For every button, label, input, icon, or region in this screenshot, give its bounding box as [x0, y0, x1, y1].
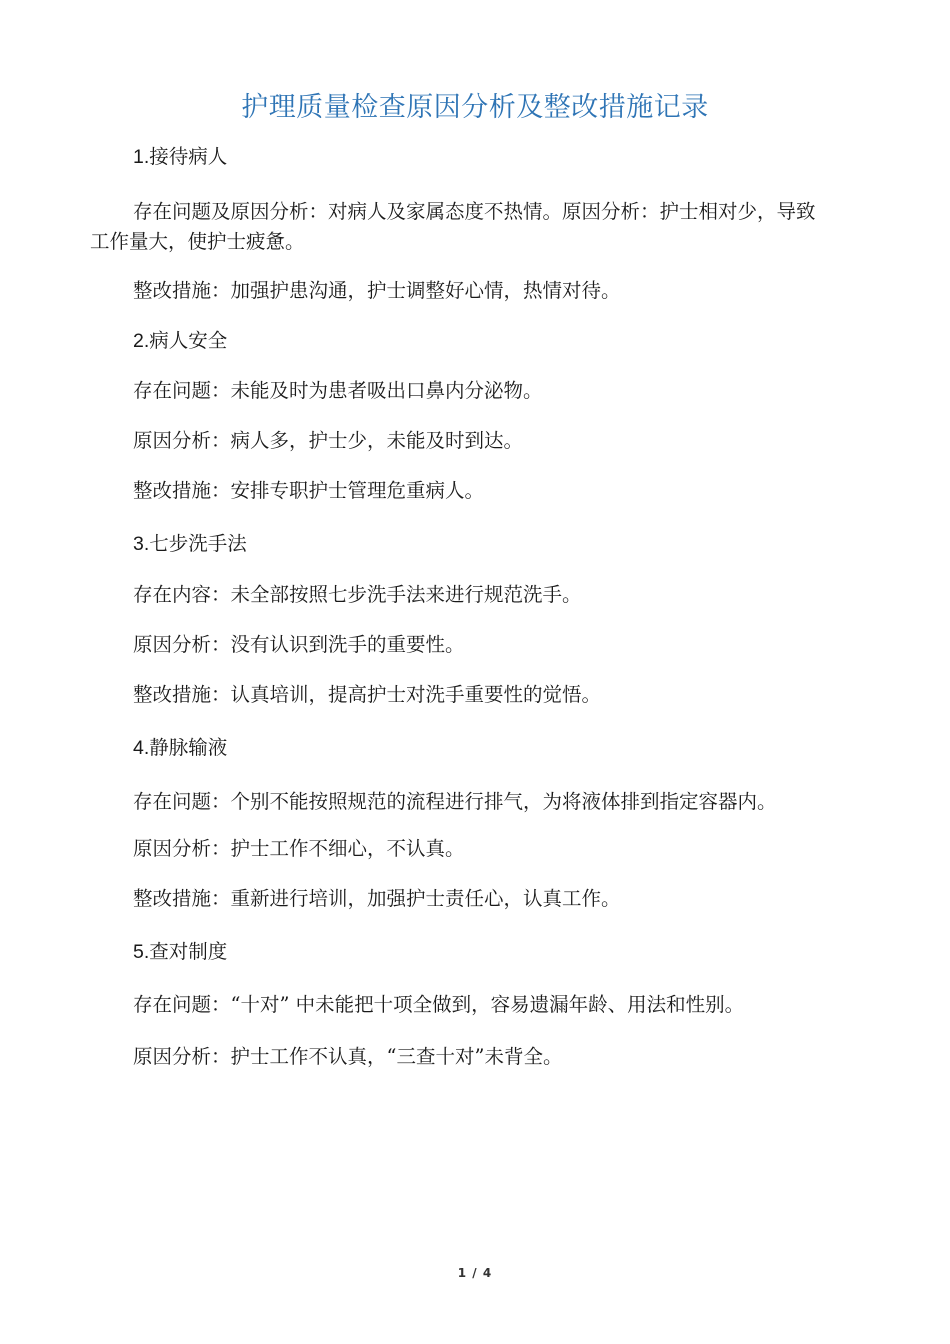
section-title: 七步洗手法 — [149, 532, 247, 555]
paragraph: 存在问题及原因分析：对病人及家属态度不热情。原因分析：护士相对少，导致工作量大，使护士疲惫。 — [90, 200, 816, 253]
section-heading — [90, 937, 830, 967]
paragraph: 原因分析：护士工作不认真，“三查十对”未背全。 — [133, 1045, 563, 1068]
section-title: 查对制度 — [149, 940, 228, 963]
document-title: 护理质量检查原因分析及整改措施记录 — [241, 92, 709, 123]
section-number: 3. — [133, 533, 150, 555]
paragraph: 整改措施：安排专职护士管理危重病人。 — [133, 479, 485, 502]
document-body — [90, 140, 830, 1072]
page-indicator: 1 / 4 — [457, 1266, 493, 1280]
section-number: 1. — [133, 146, 150, 168]
section-number: 4. — [133, 737, 150, 759]
section-title: 病人安全 — [149, 329, 228, 352]
paragraph: 原因分析：病人多，护士少，未能及时到达。 — [133, 429, 524, 452]
paragraph: 整改措施：加强护患沟通，护士调整好心情，热情对待。 — [133, 279, 621, 302]
section-number: 2. — [133, 330, 150, 352]
section-title: 接待病人 — [149, 145, 228, 168]
section-heading — [90, 733, 830, 763]
paragraph: 存在内容：未全部按照七步洗手法来进行规范洗手。 — [133, 583, 582, 606]
section-number: 5. — [133, 941, 150, 963]
paragraph: 整改措施：重新进行培训，加强护士责任心，认真工作。 — [133, 887, 621, 910]
section-title: 静脉输液 — [149, 736, 228, 759]
paragraph: 原因分析：护士工作不细心，不认真。 — [133, 837, 465, 860]
paragraph: 原因分析：没有认识到洗手的重要性。 — [133, 633, 465, 656]
paragraph: 整改措施：认真培训，提高护士对洗手重要性的觉悟。 — [133, 683, 602, 706]
paragraph: 存在问题：未能及时为患者吸出口鼻内分泌物。 — [133, 379, 543, 402]
section-heading — [90, 326, 830, 356]
paragraph: 存在问题：“十对” 中未能把十项全做到，容易遗漏年龄、用法和性别。 — [133, 993, 745, 1016]
section-heading — [90, 529, 830, 559]
paragraph: 存在问题：个别不能按照规范的流程进行排气，为将液体排到指定容器内。 — [133, 790, 777, 813]
section-heading — [90, 142, 830, 172]
